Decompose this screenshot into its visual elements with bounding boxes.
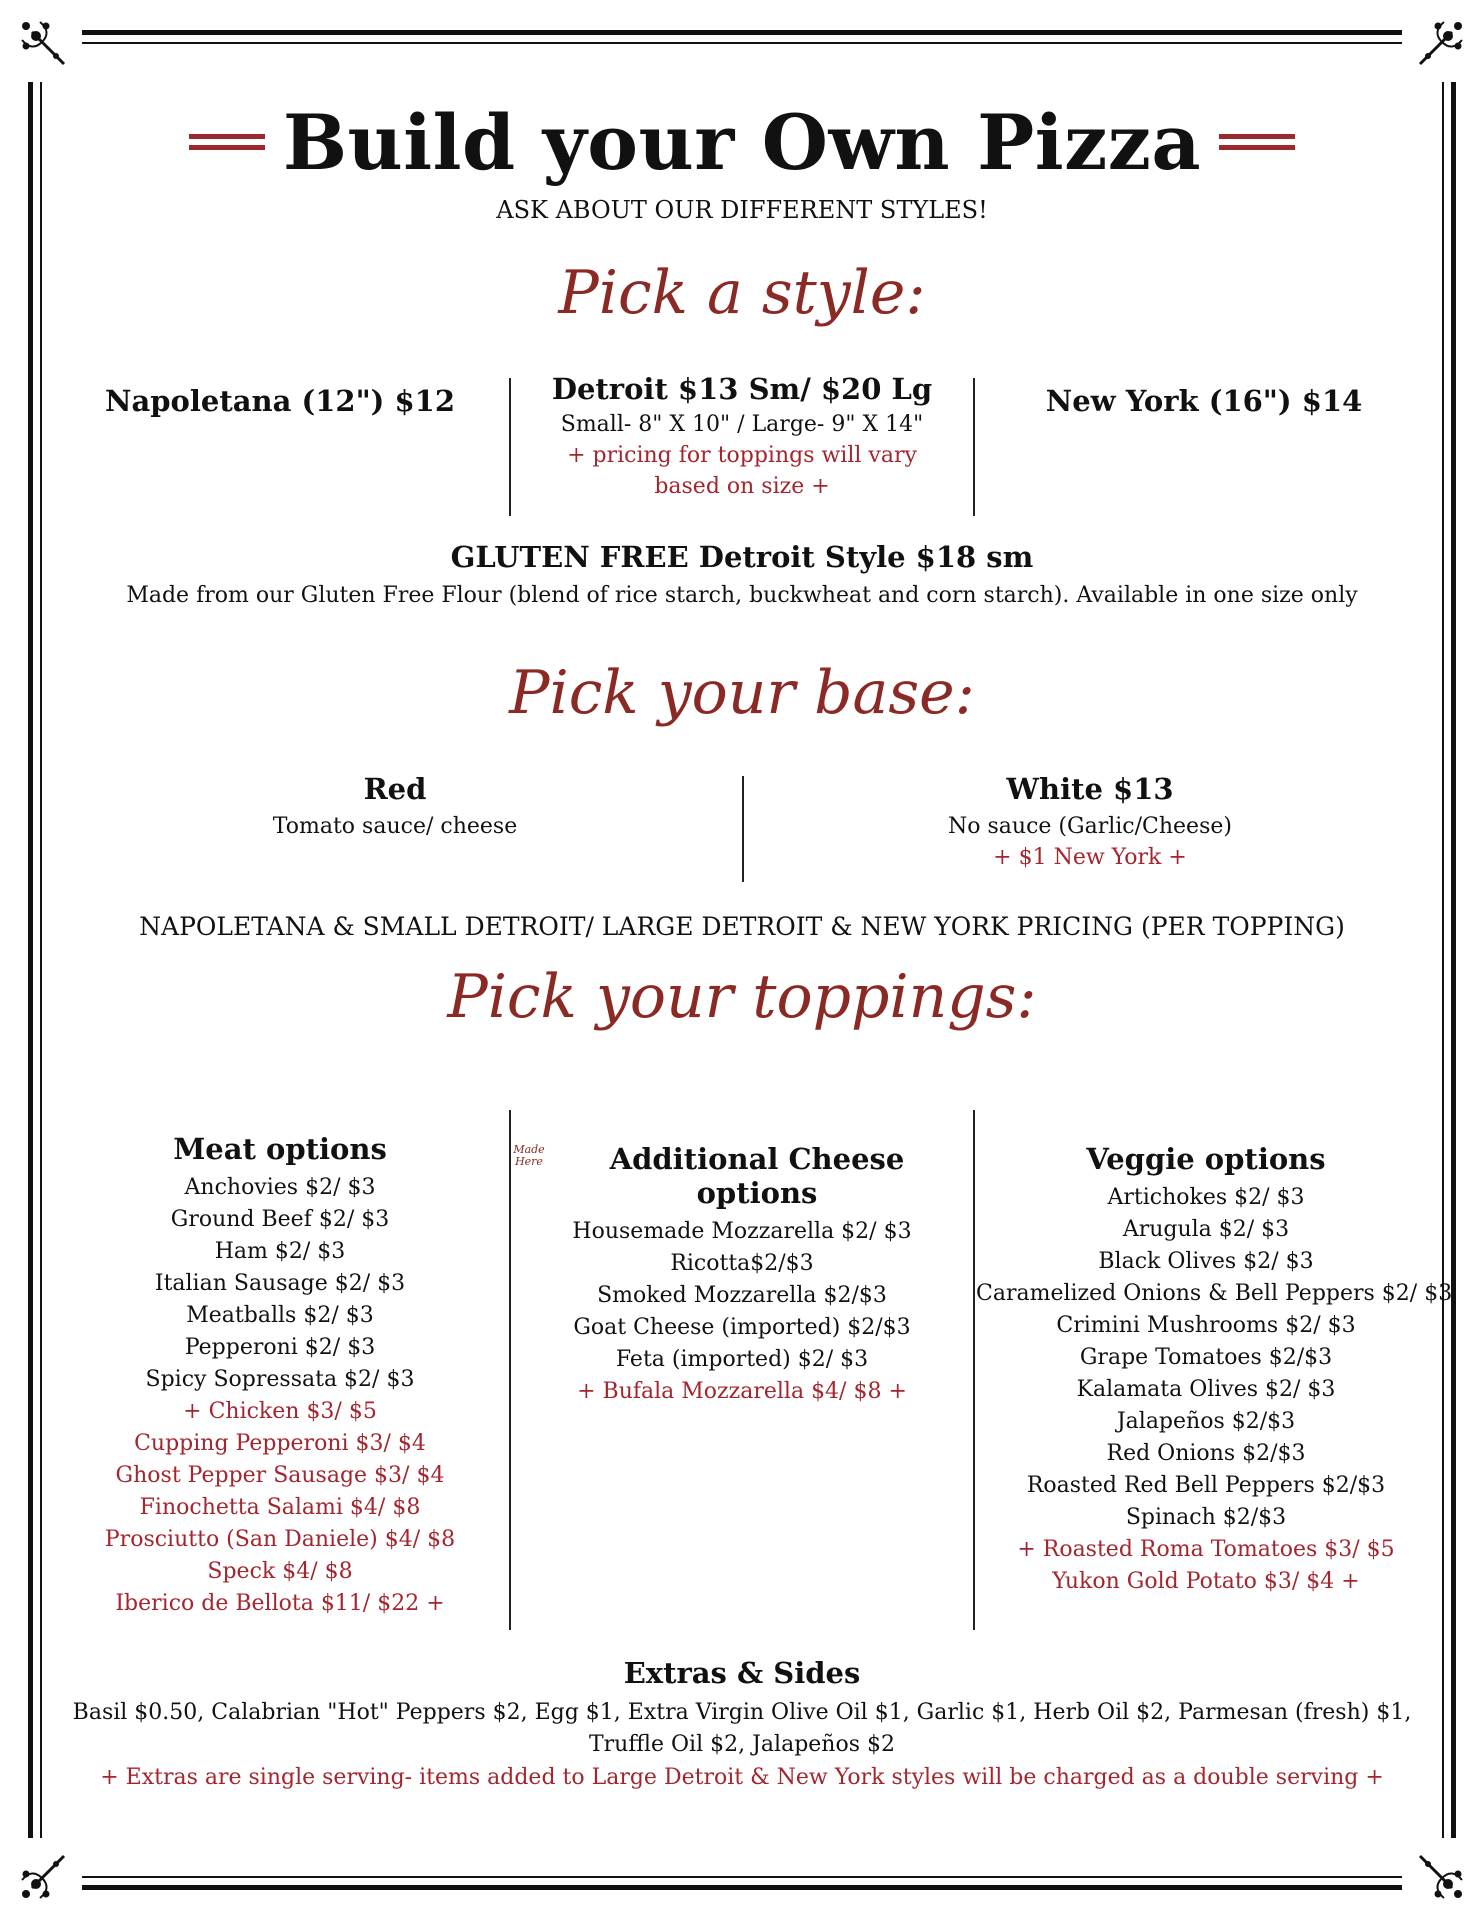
list-item: Spinach $2/$3 (1125, 1505, 1287, 1530)
cheese-title: Additional Cheese options (609, 1142, 905, 1210)
list-item: Jalapeños $2/$3 (1116, 1409, 1296, 1434)
detroit-note: + pricing for toppings will vary (567, 443, 917, 468)
floral-flourish-icon (12, 1838, 82, 1908)
floral-flourish-icon (1402, 1838, 1472, 1908)
list-item: Ground Beef $2/ $3 (170, 1207, 390, 1232)
list-item: Ham $2/ $3 (214, 1239, 346, 1264)
list-item: Kalamata Olives $2/ $3 (1076, 1377, 1336, 1402)
veggie-title: Veggie options (1086, 1142, 1326, 1176)
detroit-note: based on size + (654, 474, 830, 499)
page-subtitle: ASK ABOUT OUR DIFFERENT STYLES! (496, 196, 988, 224)
new-york-option: New York (16") $14 (1045, 384, 1363, 418)
divider (509, 1110, 511, 1630)
premium-list-item: Prosciutto (San Daniele) $4/ $8 (104, 1527, 456, 1552)
list-item: Feta (imported) $2/ $3 (615, 1347, 869, 1372)
meat-title: Meat options (173, 1132, 387, 1166)
list-item: Ricotta$2/$3 (670, 1251, 814, 1276)
list-item: Meatballs $2/ $3 (186, 1303, 374, 1328)
red-base-title: Red (363, 772, 427, 806)
list-item: Grape Tomatoes $2/$3 (1079, 1345, 1333, 1370)
divider (973, 1110, 975, 1630)
floral-flourish-icon (1402, 12, 1472, 82)
premium-list-item: Speck $4/ $8 (207, 1559, 353, 1584)
title-ornament-right (1219, 134, 1295, 150)
veggie-list (976, 1182, 1453, 1598)
list-item: Pepperoni $2/ $3 (184, 1335, 376, 1360)
white-base-title: White $13 (1006, 772, 1174, 806)
gluten-free-title: GLUTEN FREE Detroit Style $18 sm (450, 540, 1034, 574)
meat-list (80, 1172, 480, 1620)
floral-flourish-icon (12, 12, 82, 82)
list-item: Black Olives $2/ $3 (1098, 1249, 1314, 1274)
extras-note: + Extras are single serving- items added to Large Detroit & New York styles will be charged as a double serving + (100, 1765, 1384, 1790)
made-here-text: Made (513, 1143, 545, 1156)
list-item: Housemade Mozzarella $2/ $3 (572, 1219, 912, 1244)
list-item: Roasted Red Bell Peppers $2/$3 (1026, 1473, 1386, 1498)
list-item: Arugula $2/ $3 (1122, 1217, 1290, 1242)
premium-list-item: Iberico de Bellota $11/ $22 + (115, 1591, 445, 1616)
list-item: Crimini Mushrooms $2/ $3 (1056, 1313, 1356, 1338)
premium-list-item: Finochetta Salami $4/ $8 (139, 1495, 421, 1520)
list-item: Caramelized Onions & Bell Peppers $2/ $3 (976, 1281, 1453, 1306)
red-base (180, 772, 610, 839)
list-item: Spicy Sopressata $2/ $3 (145, 1367, 415, 1392)
style-heading: Pick a style: (558, 258, 926, 328)
base-heading: Pick your base: (509, 658, 975, 728)
premium-list-item: + Chicken $3/ $5 (183, 1399, 377, 1424)
white-base (880, 772, 1300, 870)
white-base-note: + $1 New York + (993, 845, 1187, 870)
list-item: Red Onions $2/$3 (1106, 1441, 1306, 1466)
made-here-text: Here (515, 1155, 543, 1168)
extras-list-line: Basil $0.50, Calabrian "Hot" Peppers $2, Egg $1, Extra Virgin Olive Oil $1, Garlic $1, Herb Oil $2, Parmesan (fresh) $1, (72, 1700, 1412, 1725)
premium-list-item: + Roasted Roma Tomatoes $3/ $5 (1017, 1537, 1395, 1562)
red-base-description: Tomato sauce/ cheese (272, 814, 518, 839)
title-row (0, 96, 1484, 188)
extras-list-line: Truffle Oil $2, Jalapeños $2 (588, 1732, 895, 1757)
list-item: Anchovies $2/ $3 (184, 1175, 376, 1200)
premium-list-item: Ghost Pepper Sausage $3/ $4 (115, 1463, 445, 1488)
list-item: Artichokes $2/ $3 (1107, 1185, 1305, 1210)
title-ornament-left (189, 134, 265, 150)
list-item: Italian Sausage $2/ $3 (154, 1271, 406, 1296)
page-title: Build your Own Pizza (282, 97, 1202, 187)
detroit-sizes: Small- 8" X 10" / Large- 9" X 14" (560, 412, 924, 437)
divider (742, 776, 744, 882)
detroit-title: Detroit $13 Sm/ $20 Lg (551, 372, 933, 406)
premium-list-item: Yukon Gold Potato $3/ $4 + (1052, 1569, 1360, 1594)
cheese-list (520, 1216, 964, 1408)
meat-column (80, 1132, 480, 1620)
premium-list-item: Cupping Pepperoni $3/ $4 (134, 1431, 426, 1456)
gluten-free-description: Made from our Gluten Free Flour (blend of rice starch, buckwheat and corn starch). Available in one size only (126, 583, 1358, 608)
toppings-heading: Pick your toppings: (447, 962, 1037, 1032)
cheese-column (520, 1142, 964, 1408)
extras-title: Extras & Sides (623, 1656, 861, 1690)
pricing-note: NAPOLETANA & SMALL DETROIT/ LARGE DETROIT & NEW YORK PRICING (PER TOPPING) (139, 912, 1345, 941)
napoletana-option: Napoletana (12") $12 (104, 384, 456, 418)
premium-list-item: + Bufala Mozzarella $4/ $8 + (577, 1379, 907, 1404)
list-item: Goat Cheese (imported) $2/$3 (573, 1315, 911, 1340)
detroit-option (520, 372, 964, 499)
white-base-description: No sauce (Garlic/Cheese) (948, 814, 1232, 839)
veggie-column (976, 1142, 1453, 1598)
list-item: Smoked Mozzarella $2/$3 (597, 1283, 887, 1308)
divider (509, 378, 511, 516)
divider (973, 378, 975, 516)
